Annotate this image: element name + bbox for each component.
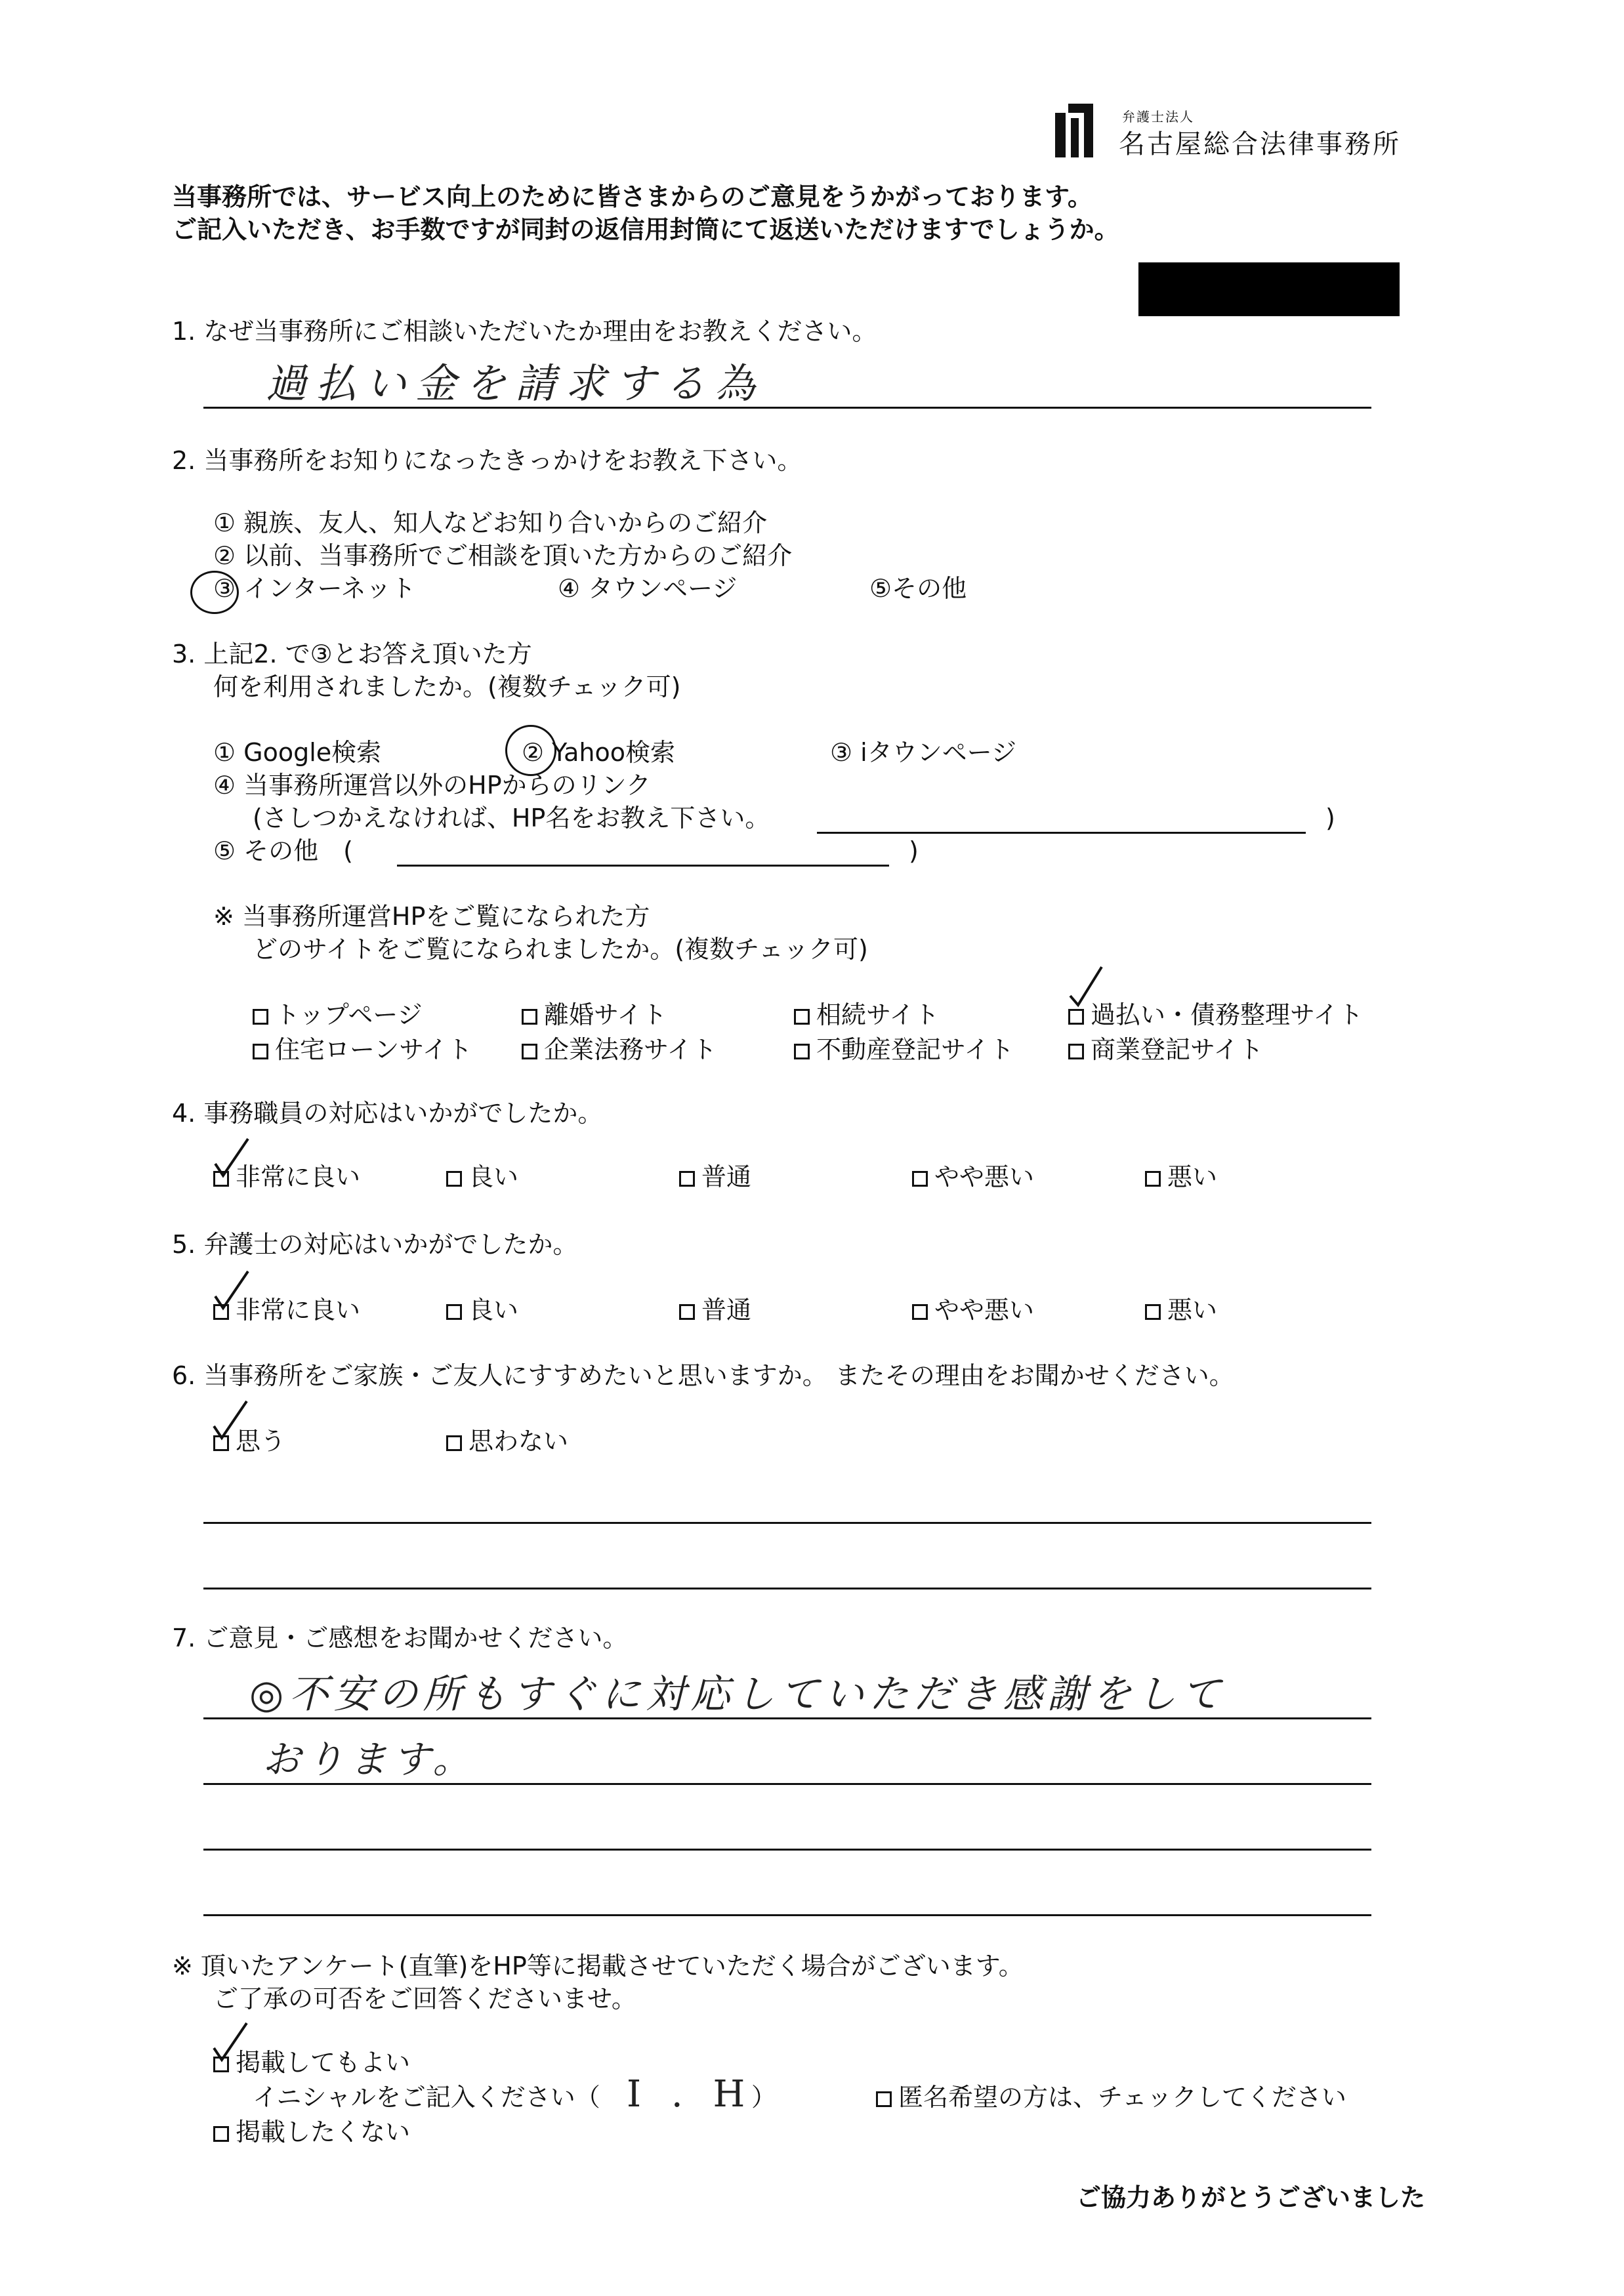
site-checkbox-commercial[interactable] — [1068, 1035, 1263, 1065]
q3-question-line-2: 何を利用されましたか。(複数チェック可) — [213, 672, 681, 701]
q3-option-2[interactable]: ② Yahoo検索 — [522, 738, 675, 767]
option-label: 思わない — [468, 1427, 569, 1456]
q1-question: 1. なぜ当事務所にご相談いただいたか理由をお教えください。 — [172, 317, 877, 346]
q5-check-mark — [210, 1267, 249, 1313]
publish-ok-check-mark — [209, 2019, 248, 2065]
checkbox[interactable] — [794, 1009, 810, 1025]
initials-label: イニシャルをご記入ください（ — [253, 2083, 600, 2112]
publish-ng-option[interactable] — [213, 2118, 410, 2148]
q2-option-2[interactable]: ② 以前、当事務所でご相談を頂いた方からのご紹介 — [213, 541, 793, 570]
option-label: 良い — [468, 1296, 519, 1324]
checkbox[interactable] — [446, 1171, 462, 1187]
q2-option-5[interactable]: ⑤その他 — [869, 574, 967, 603]
q3-option-2-circle-mark — [505, 725, 556, 776]
q2-option-4[interactable]: ④ タウンページ — [558, 574, 738, 603]
thanks-text: ご協力ありがとうございました — [1076, 2183, 1426, 2212]
q3-site-note-1: ※ 当事務所運営HPをご覧になられた方 — [213, 902, 650, 931]
q5-question: 5. 弁護士の対応はいかがでしたか。 — [172, 1230, 578, 1259]
site-checkbox-overpayment[interactable] — [1068, 1000, 1363, 1031]
q4-option-normal[interactable] — [679, 1162, 751, 1193]
checkbox[interactable] — [446, 1435, 462, 1451]
checkbox[interactable] — [446, 1304, 462, 1320]
q4-question: 4. 事務職員の対応はいかがでしたか。 — [172, 1099, 603, 1128]
q2-option-1[interactable]: ① 親族、友人、知人などお知り合いからのご紹介 — [213, 508, 768, 537]
q3-option-4[interactable]: ④ 当事務所運営以外のHPからのリンク — [213, 771, 651, 800]
option-label: 悪い — [1167, 1162, 1218, 1191]
q3-site-note-2: どのサイトをご覧になられましたか。(複数チェック可) — [253, 935, 868, 964]
firm-name: 名古屋総合法律事務所 — [1119, 129, 1401, 159]
option-label: 普通 — [701, 1296, 752, 1324]
publish-note-2: ご了承の可否をご回答くださいませ。 — [213, 1984, 636, 2013]
option-label: やや悪い — [934, 1162, 1035, 1191]
publish-note-1: ※ 頂いたアンケート(直筆)をHP等に掲載させていただく場合がございます。 — [172, 1952, 1024, 1980]
firm-logo-mark — [1055, 104, 1093, 157]
q2-option-3[interactable]: ③ インターネット — [213, 574, 416, 603]
q3-option-4-close: ) — [1325, 804, 1335, 832]
site-label: 商業登記サイト — [1091, 1035, 1264, 1064]
overpayment-check-mark — [1066, 964, 1106, 1010]
q3-question-line-1: 3. 上記2. で③とお答え頂いた方 — [172, 640, 532, 668]
checkbox[interactable] — [912, 1304, 928, 1320]
q7-line-3 — [203, 1849, 1371, 1851]
q1-handwritten-answer[interactable]: 過払い金を請求する為 — [266, 359, 765, 407]
option-label: 良い — [468, 1162, 519, 1191]
initials-close: ） — [751, 2083, 777, 2112]
q4-check-mark — [210, 1135, 249, 1181]
option-label: 掲載してもよい — [236, 2048, 411, 2077]
site-checkbox-real-estate[interactable] — [794, 1035, 1014, 1065]
q6-reason-line-1[interactable] — [203, 1522, 1371, 1524]
q7-line-4 — [203, 1914, 1371, 1916]
q4-option-somewhat-bad[interactable] — [912, 1162, 1034, 1193]
site-label: 過払い・債務整理サイト — [1091, 1000, 1364, 1029]
option-label: 匿名希望の方は、チェックしてください — [898, 2083, 1346, 2112]
site-checkbox-corporate[interactable] — [522, 1035, 717, 1065]
option-label: 悪い — [1167, 1296, 1218, 1324]
site-label: 相続サイト — [816, 1000, 940, 1029]
site-label: 離婚サイト — [544, 1000, 667, 1029]
q3-option-3[interactable]: ③ iタウンページ — [830, 738, 1016, 767]
q6-reason-line-2[interactable] — [203, 1588, 1371, 1589]
checkbox[interactable] — [912, 1171, 928, 1187]
site-label: トップページ — [275, 1000, 423, 1029]
q5-option-bad[interactable] — [1145, 1296, 1217, 1326]
q5-option-good[interactable] — [446, 1296, 518, 1326]
site-label: 住宅ローンサイト — [275, 1035, 472, 1064]
site-label: 不動産登記サイト — [816, 1035, 1014, 1064]
firm-type: 弁護士法人 — [1122, 109, 1194, 125]
option-label: 非常に良い — [236, 1162, 361, 1191]
q3-option-1[interactable]: ① Google検索 — [213, 738, 382, 767]
initials-value[interactable]: I . H — [627, 2073, 755, 2116]
site-checkbox-divorce[interactable] — [522, 1000, 667, 1031]
q6-option-no[interactable] — [446, 1427, 568, 1457]
checkbox[interactable] — [1145, 1304, 1161, 1320]
site-checkbox-top[interactable] — [253, 1000, 423, 1031]
q6-check-mark — [209, 1397, 248, 1443]
q3-option-5[interactable]: ⑤ その他 ( — [213, 836, 353, 865]
q7-question: 7. ご意見・ご感想をお聞かせください。 — [172, 1624, 628, 1652]
q5-option-somewhat-bad[interactable] — [912, 1296, 1034, 1326]
checkbox[interactable] — [213, 2126, 229, 2142]
q5-option-normal[interactable] — [679, 1296, 751, 1326]
q3-option-5-close: ) — [909, 836, 919, 865]
checkbox[interactable] — [679, 1171, 695, 1187]
q4-option-bad[interactable] — [1145, 1162, 1217, 1193]
q3-other-line[interactable] — [397, 865, 889, 867]
checkbox[interactable] — [679, 1304, 695, 1320]
option-label: やや悪い — [934, 1296, 1035, 1324]
option-label: 普通 — [701, 1162, 752, 1191]
site-checkbox-housing-loan[interactable] — [253, 1035, 472, 1065]
q3-option-4-hint: (さしつかえなければ、HP名をお教え下さい。 — [253, 804, 770, 832]
q7-line-2 — [203, 1783, 1371, 1785]
intro-line-2: ご記入いただき、お手数ですが同封の返信用封筒にて返送いただけますでしょうか。 — [172, 215, 1119, 244]
checkbox[interactable] — [253, 1044, 268, 1059]
checkbox[interactable] — [794, 1044, 810, 1059]
q7-line-1 — [203, 1717, 1371, 1719]
checkbox[interactable] — [522, 1044, 537, 1059]
checkbox[interactable] — [253, 1009, 268, 1025]
checkbox[interactable] — [1068, 1044, 1084, 1059]
anonymous-option[interactable] — [876, 2083, 1346, 2113]
q7-handwritten-answer-line-2[interactable]: おります。 — [262, 1737, 476, 1782]
q2-option-3-circle-mark — [190, 571, 239, 614]
checkbox[interactable] — [876, 2091, 892, 2107]
site-checkbox-inheritance[interactable] — [794, 1000, 939, 1031]
q3-hp-name-line[interactable] — [817, 832, 1306, 834]
redaction-block — [1138, 262, 1400, 316]
option-label: 思う — [236, 1427, 286, 1456]
checkbox[interactable] — [1068, 1009, 1084, 1025]
checkbox[interactable] — [522, 1009, 537, 1025]
option-label: 非常に良い — [236, 1296, 361, 1324]
q4-option-good[interactable] — [446, 1162, 518, 1193]
option-label: 掲載したくない — [236, 2118, 411, 2146]
q1-answer-line — [203, 407, 1371, 409]
q6-question: 6. 当事務所をご家族・ご友人にすすめたいと思いますか。 またその理由をお聞かせください。 — [172, 1361, 1234, 1390]
checkbox[interactable] — [1145, 1171, 1161, 1187]
site-label: 企業法務サイト — [544, 1035, 717, 1064]
intro-line-1: 当事務所では、サービス向上のために皆さまからのご意見をうかがっております。 — [172, 182, 1093, 211]
q2-question: 2. 当事務所をお知りになったきっかけをお教え下さい。 — [172, 446, 802, 475]
q7-handwritten-answer-line-1[interactable]: ◎不安の所もすぐに対応していただき感謝をして — [249, 1671, 1226, 1717]
